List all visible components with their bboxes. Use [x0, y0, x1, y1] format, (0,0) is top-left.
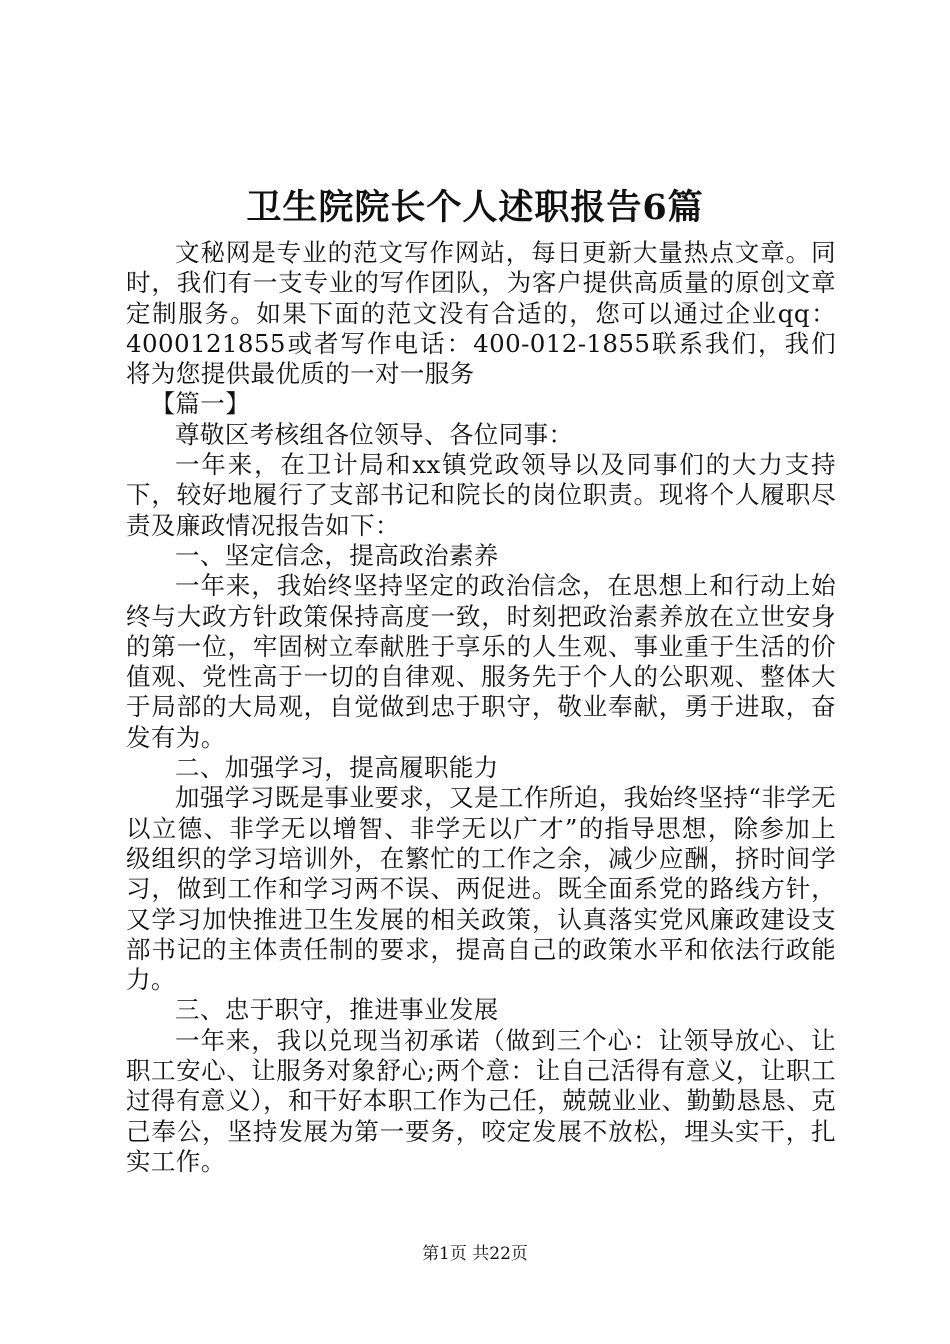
- section-heading: 三、忠于职守，推进事业发展: [175, 995, 499, 1025]
- section-heading: 二、加强学习，提高履职能力: [175, 753, 499, 783]
- document-body: [126, 238, 836, 1177]
- section-heading: 一、坚定信念，提高政治素养: [175, 540, 499, 570]
- body-paragraph: 一年来，在卫计局和xx镇党政领导以及同事们的大力支持下，较好地履行了支部书记和院长的岗位职责。现将个人履职尽责及廉政情况报告如下：: [126, 450, 836, 540]
- body-paragraph: 一年来，我以兑现当初承诺（做到三个心：让领导放心、让职工安心、让服务对象舒心;两个意：让自己活得有意义，让职工过得有意义），和干好本职工作为己任，兢兢业业、勤勤恳恳、克己奉公，坚持发展为第一要务，咬定发展不放松，埋头实干，扎实工作。: [126, 1025, 836, 1176]
- page-footer: 第1页 共22页: [422, 1244, 528, 1264]
- body-paragraph: 加强学习既是事业要求，又是工作所迫，我始终坚持“非学无以立德、非学无以增智、非学无以广才”的指导思想，除参加上级组织的学习培训外，在繁忙的工作之余，减少应酬，挤时间学习，做到工作和学习两不误、两促进。既全面系党的路线方针，又学习加快推进卫生发展的相关政策，认真落实党风廉政建设支部书记的主体责任制的要求，提高自己的政策水平和依法行政能力。: [126, 783, 836, 995]
- body-paragraph: 一年来，我始终坚持坚定的政治信念，在思想上和行动上始终与大政方针政策保持高度一致，时刻把政治素养放在立世安身的第一位，牢固树立奉献胜于享乐的人生观、事业重于生活的价值观、党性高于一切的自律观、服务先于个人的公职观、整体大于局部的大局观，自觉做到忠于职守，敬业奉献，勇于进取，奋发有为。: [126, 571, 836, 752]
- intro-paragraph: 文秘网是专业的范文写作网站，每日更新大量热点文章。同时，我们有一支专业的写作团队，为客户提供高质量的原创文章定制服务。如果下面的范文没有合适的，您可以通过企业qq：4000121855或者写作电话：400-012-1855联系我们，我们将为您提供最优质的一对一服务: [126, 238, 836, 389]
- document-title: 卫生院院长个人述职报告6篇: [246, 187, 704, 228]
- salutation: 尊敬区考核组各位领导、各位同事：: [175, 419, 574, 449]
- section-heading-part-one: 【篇一】: [150, 389, 251, 419]
